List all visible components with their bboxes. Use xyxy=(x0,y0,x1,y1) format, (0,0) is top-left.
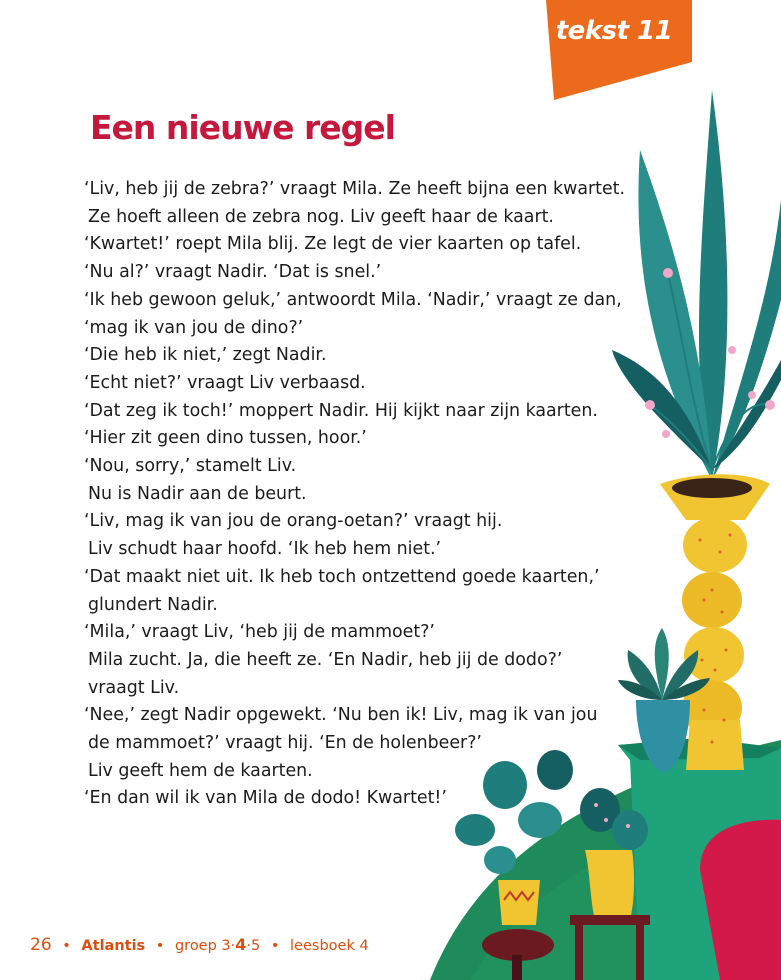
separator-dot: • xyxy=(270,938,280,954)
story-line: glundert Nadir. xyxy=(88,594,218,615)
series-name: Atlantis xyxy=(81,938,146,954)
story-line: Nu is Nadir aan de beurt. xyxy=(88,483,307,504)
story-line: ‘Nee,’ zegt Nadir opgewekt. ‘Nu ben ik! Liv, mag ik van jou xyxy=(84,705,598,726)
story-text xyxy=(84,176,644,813)
page-footer xyxy=(30,935,369,955)
story-line: ‘Nou, sorry,’ stamelt Liv. xyxy=(84,456,297,477)
story-line: ‘Dat maakt niet uit. Ik heb toch ontzettend goede kaarten,’ xyxy=(84,566,600,587)
story-line: de mammoet?’ vraagt hij. ‘En de holenbeer?’ xyxy=(88,733,482,754)
tab-label: tekst 11 xyxy=(555,16,673,46)
group-current: 4 xyxy=(235,935,247,954)
story-line: ‘Nu al?’ vraagt Nadir. ‘Dat is snel.’ xyxy=(84,262,382,283)
story-line: ‘Die heb ik niet,’ zegt Nadir. xyxy=(84,345,327,366)
story-line: ‘En dan wil ik van Mila de dodo! Kwartet!’ xyxy=(84,788,447,809)
story-line: vraagt Liv. xyxy=(88,677,180,698)
story-line: ‘Liv, mag ik van jou de orang-oetan?’ vraagt hij. xyxy=(84,511,503,532)
story-line: ‘Mila,’ vraagt Liv, ‘heb jij de mammoet?’ xyxy=(84,622,435,643)
group-sep: · xyxy=(230,938,236,954)
separator-dot: • xyxy=(155,938,165,954)
story-line: ‘Echt niet?’ vraagt Liv verbaasd. xyxy=(84,372,366,393)
story-line: Ze hoeft alleen de zebra nog. Liv geeft haar de kaart. xyxy=(88,206,554,227)
book-name: leesboek 4 xyxy=(290,938,369,954)
story-line: Mila zucht. Ja, die heeft ze. ‘En Nadir, heb jij de dodo?’ xyxy=(88,649,563,670)
separator-dot: • xyxy=(62,938,71,954)
group-prefix: groep 3 xyxy=(174,938,231,954)
story-line: ‘Kwartet!’ roept Mila blij. Ze legt de vier kaarten op tafel. xyxy=(84,234,582,255)
story-line: ‘Dat zeg ik toch!’ moppert Nadir. Hij kijkt naar zijn kaarten. xyxy=(84,400,598,421)
story-line: Liv geeft hem de kaarten. xyxy=(88,760,313,781)
page-title: Een nieuwe regel xyxy=(90,108,395,147)
orange-tab-shape xyxy=(544,0,694,100)
group-sep: · xyxy=(246,938,252,954)
story-line: ‘Hier zit geen dino tussen, hoor.’ xyxy=(84,428,367,449)
text-number-tab xyxy=(544,0,694,100)
story-line: ‘mag ik van jou de dino?’ xyxy=(84,317,304,338)
story-line: ‘Ik heb gewoon geluk,’ antwoordt Mila. ‘Nadir,’ vraagt ze dan, xyxy=(84,289,622,310)
story-line: ‘Liv, heb jij de zebra?’ vraagt Mila. Ze heeft bijna een kwartet. xyxy=(84,179,626,199)
story-line: Liv schudt haar hoofd. ‘Ik heb hem niet.’ xyxy=(88,539,442,560)
group-suffix: 5 xyxy=(251,938,261,954)
page-number: 26 xyxy=(30,935,52,955)
